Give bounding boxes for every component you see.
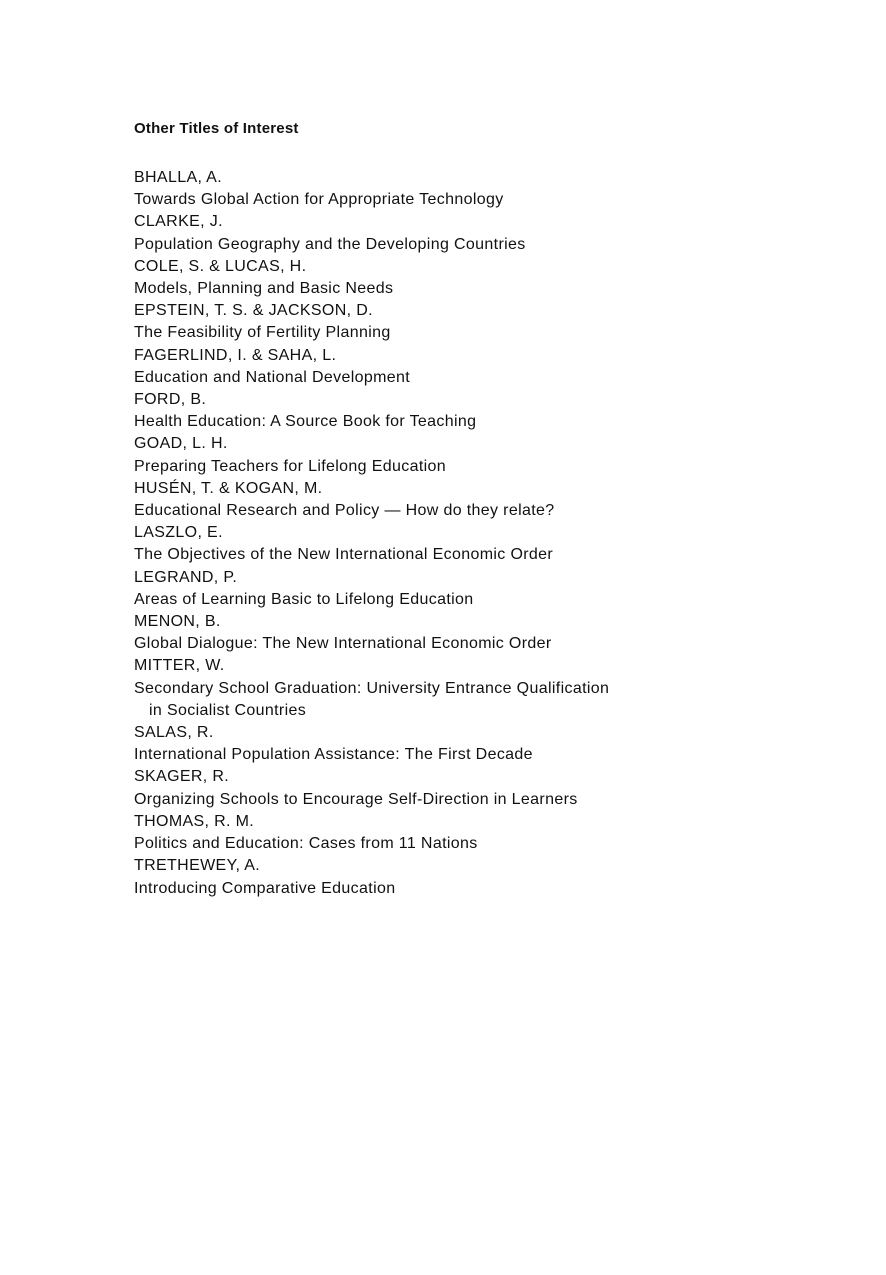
entry-title: Population Geography and the Developing Countries (134, 235, 526, 253)
list-item (134, 855, 834, 899)
list-item (134, 811, 834, 855)
entry-author: SKAGER, R. (134, 768, 230, 786)
entry-author: THOMAS, R. M. (134, 812, 255, 830)
entry-author: FAGERLIND, I. & SAHA, L. (134, 346, 337, 364)
entry-author: BHALLA, A. (134, 169, 222, 186)
list-item (134, 522, 834, 566)
list-item (134, 611, 834, 655)
list-item (134, 345, 834, 389)
entry-author: GOAD, L. H. (134, 435, 228, 453)
entry-title: The Feasibility of Fertility Planning (134, 324, 391, 342)
entry-title: The Objectives of the New International Economic Order (134, 546, 554, 564)
title-list (134, 167, 834, 900)
list-item (134, 300, 834, 344)
entry-title: Education and National Development (134, 368, 411, 386)
entry-author: MITTER, W. (134, 657, 225, 675)
list-item (134, 478, 834, 522)
entry-author: FORD, B. (134, 391, 207, 409)
entry-author: MENON, B. (134, 613, 221, 631)
entry-title: Politics and Education: Cases from 11 Nations (134, 835, 478, 853)
entry-author: HUSÉN, T. & KOGAN, M. (134, 479, 323, 497)
page-heading: Other Titles of Interest (134, 120, 299, 137)
entry-title: Educational Research and Policy — How do they relate? (134, 502, 555, 520)
entry-author: LASZLO, E. (134, 524, 223, 542)
entry-title: Global Dialogue: The New International Economic Order (134, 635, 552, 653)
entry-title: Towards Global Action for Appropriate Technology (134, 191, 504, 209)
entry-author: SALAS, R. (134, 724, 214, 742)
entry-title: International Population Assistance: The First Decade (134, 746, 533, 764)
entry-author: COLE, S. & LUCAS, H. (134, 257, 307, 275)
entry-title: Areas of Learning Basic to Lifelong Education (134, 590, 474, 608)
entry-author: LEGRAND, P. (134, 568, 238, 586)
entry-title: Preparing Teachers for Lifelong Education (134, 457, 447, 475)
list-item (134, 433, 834, 477)
entry-title: Models, Planning and Basic Needs (134, 280, 394, 298)
list-item (134, 389, 834, 433)
list-item (134, 655, 834, 722)
list-item (134, 167, 834, 211)
list-item (134, 567, 834, 611)
list-item (134, 766, 834, 810)
entry-title: Secondary School Graduation: University Entrance Qualification (134, 679, 610, 697)
entry-author: TRETHEWEY, A. (134, 857, 261, 875)
entry-title: Introducing Comparative Education (134, 879, 396, 897)
titles-page (134, 118, 834, 900)
list-item (134, 256, 834, 300)
list-item (134, 211, 834, 255)
entry-title: Organizing Schools to Encourage Self-Direction in Learners (134, 790, 578, 808)
entry-title: in Socialist Countries (149, 701, 307, 719)
entry-author: EPSTEIN, T. S. & JACKSON, D. (134, 302, 373, 320)
list-item (134, 722, 834, 766)
entry-author: CLARKE, J. (134, 213, 223, 231)
entry-title: Health Education: A Source Book for Teaching (134, 413, 477, 431)
